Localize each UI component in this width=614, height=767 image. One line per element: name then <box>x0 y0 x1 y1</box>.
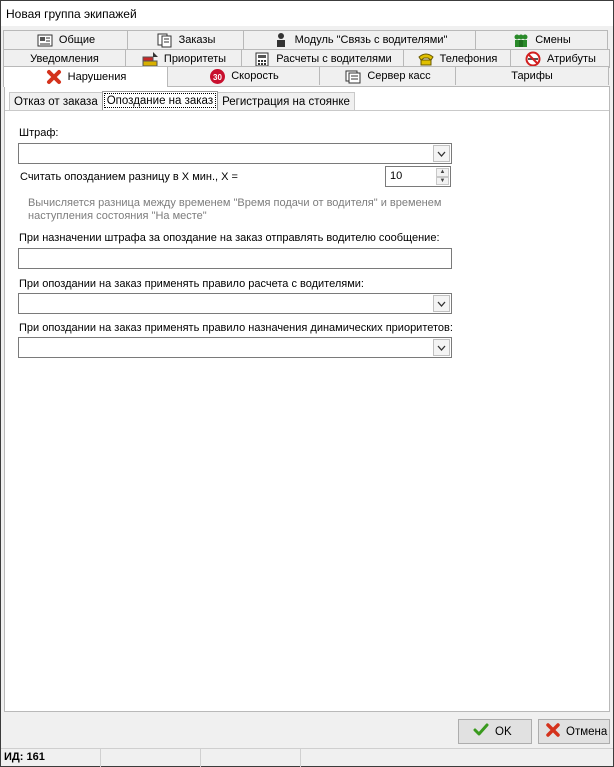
tab-tariffs[interactable] <box>455 66 609 85</box>
status-cell-3 <box>201 749 301 767</box>
speed-badge: 30 <box>212 72 222 82</box>
tab-label: Нарушения <box>67 71 127 83</box>
status-id: ИД: 161 <box>1 749 101 767</box>
calculator-icon <box>253 51 271 67</box>
orders-icon <box>156 32 174 48</box>
tab-label: Приоритеты <box>163 53 227 65</box>
tab-label: Уведомления <box>30 53 99 65</box>
delay-hint: Вычисляется разница между временем "Время подачи от водителя" и временем наступления состояния "На месте" <box>28 197 442 222</box>
speed-icon <box>208 68 226 84</box>
subtab-divider <box>5 110 609 111</box>
shifts-icon <box>512 32 530 48</box>
chevron-down-icon[interactable] <box>433 295 450 312</box>
tab-label: Сервер касс <box>367 70 431 82</box>
chevron-down-icon[interactable] <box>433 339 450 356</box>
tab-general[interactable] <box>3 30 128 49</box>
subtab-bar <box>9 92 354 111</box>
ok-button[interactable] <box>458 719 532 744</box>
priority-rule-label: При опоздании на заказ применять правило назначения динамических приоритетов: <box>19 322 453 334</box>
tab-row-3 <box>3 66 608 85</box>
tab-violations[interactable] <box>3 66 168 87</box>
ok-label: OK <box>495 725 512 738</box>
spinner-buttons <box>436 168 449 185</box>
subtab-order-delay[interactable]: Опоздание на заказ <box>102 91 218 110</box>
general-icon <box>36 32 54 48</box>
calc-rule-combobox[interactable] <box>18 293 452 314</box>
fine-label: Штраф: <box>19 127 59 139</box>
tab-content-panel <box>4 86 610 712</box>
subtab-order-refusal[interactable]: Отказ от заказа <box>9 92 103 110</box>
cancel-icon <box>546 723 560 740</box>
tab-orders[interactable] <box>127 30 244 49</box>
delay-label: Считать опозданием разницу в X мин., X = <box>20 171 238 183</box>
priority-rule-combobox[interactable] <box>18 337 452 358</box>
tab-label: Заказы <box>178 34 216 46</box>
subtab-stand-registration[interactable]: Регистрация на стоянке <box>217 92 355 110</box>
violation-icon <box>45 69 63 85</box>
fine-combobox[interactable] <box>18 143 452 164</box>
no-smoking-icon <box>524 51 542 67</box>
tab-cash-server[interactable] <box>319 66 456 85</box>
status-cell-2 <box>101 749 201 767</box>
tab-label: Скорость <box>231 70 279 82</box>
tab-label: Расчеты с водителями <box>276 53 392 65</box>
tab-label: Тарифы <box>511 70 553 82</box>
calc-rule-label: При опоздании на заказ применять правило расчета с водителями: <box>19 278 364 290</box>
message-label: При назначении штрафа за опоздание на заказ отправлять водителю сообщение: <box>19 232 440 244</box>
check-icon <box>473 723 489 740</box>
phone-icon <box>417 51 435 67</box>
message-input[interactable] <box>18 248 452 269</box>
priority-icon <box>141 51 159 67</box>
tab-shifts[interactable] <box>475 30 608 49</box>
tab-label: Смены <box>535 34 571 46</box>
chevron-down-icon[interactable] <box>433 145 450 162</box>
tab-label: Атрибуты <box>547 53 596 65</box>
tab-row-1 <box>3 30 607 49</box>
tab-speed[interactable] <box>167 66 320 85</box>
tab-label: Общие <box>58 34 96 46</box>
cash-server-icon <box>344 68 362 84</box>
tab-label: Телефония <box>439 53 498 65</box>
dialog-button-bar <box>1 714 613 747</box>
status-bar <box>1 748 613 766</box>
tab-label: Модуль "Связь с водителями" <box>294 34 448 46</box>
tab-driver-link-module[interactable] <box>243 30 476 49</box>
driver-link-icon <box>272 32 290 48</box>
cancel-button[interactable] <box>538 719 610 744</box>
spin-down-icon[interactable]: ▼ <box>436 177 449 186</box>
window-title: Новая группа экипажей <box>1 1 613 26</box>
delay-minutes-spinner[interactable] <box>385 166 451 187</box>
spin-up-icon[interactable]: ▲ <box>436 168 449 177</box>
delay-value: 10 <box>390 170 403 182</box>
cancel-label: Отмена <box>566 725 608 738</box>
